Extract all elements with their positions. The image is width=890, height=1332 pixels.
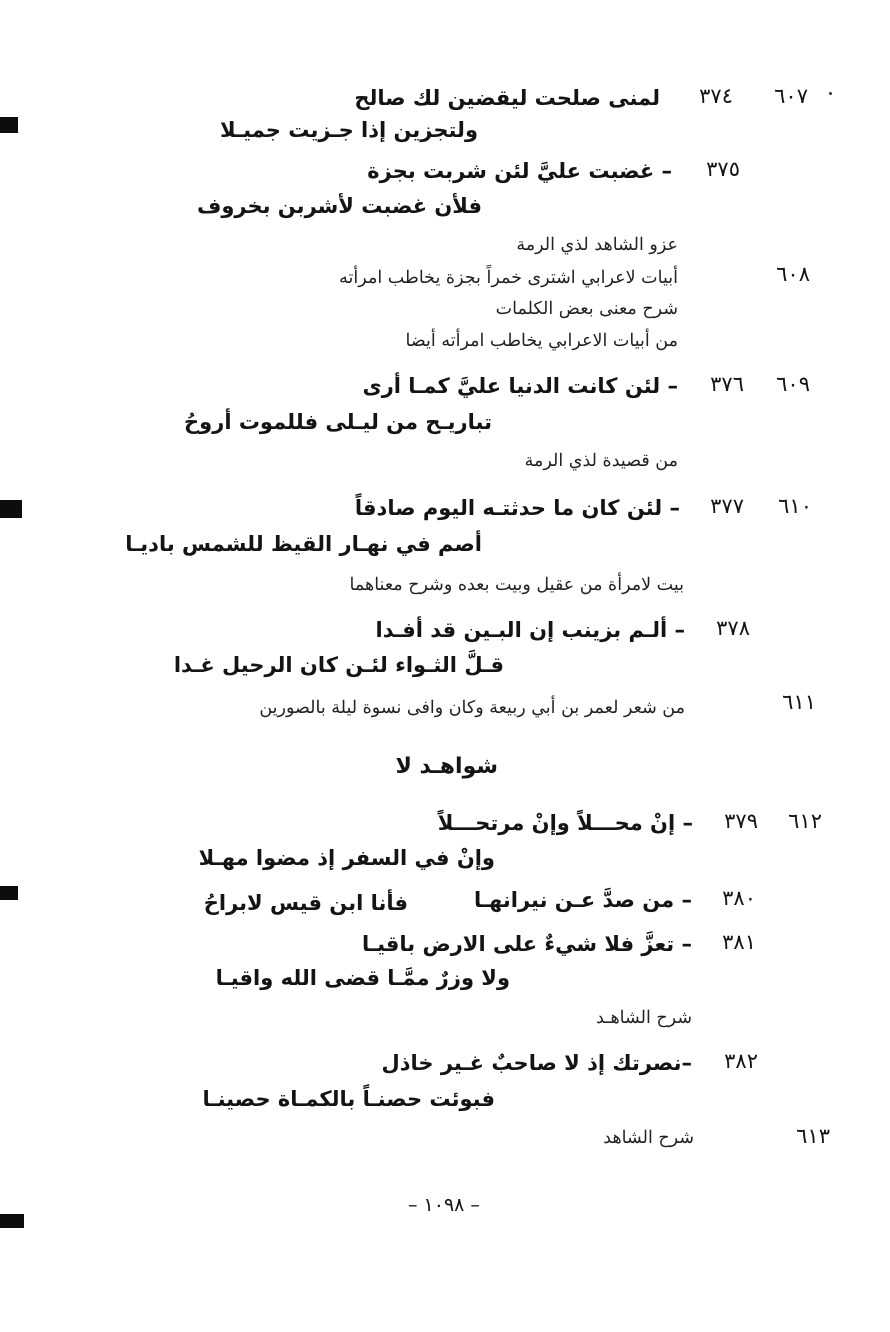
- verse-line: – ألـم بزينب إن البـين قد أفـدا: [375, 618, 685, 642]
- verse-line: – لئن كانت الدنيا عليَّ كمـا أرى: [362, 374, 678, 398]
- verse-number-377: ٣٧٧: [710, 494, 744, 518]
- verse-line: تباريـح من ليـلى فللموت أروحُ: [184, 410, 492, 434]
- verse-line: فلأن غضبت لأشربن بخروف: [196, 194, 482, 218]
- verse-number-378: ٣٧٨: [716, 616, 750, 640]
- scan-mark: [0, 1214, 24, 1228]
- verse-number-379: ٣٧٩: [724, 809, 758, 833]
- verse-line: – غضبت عليَّ لئن شربت بجزة: [367, 159, 672, 183]
- page-ref-609: ٦٠٩: [776, 372, 810, 396]
- verse-number-382: ٣٨٢: [724, 1049, 758, 1073]
- verse-line: – إنْ محـــلاً وإنْ مرتحـــلاً: [437, 811, 693, 835]
- verse-number-381: ٣٨١: [722, 930, 756, 954]
- verse-line: –نصرتك إذ لا صاحبٌ غـير خاذل: [381, 1051, 692, 1075]
- page-number: – ١٠٩٨ –: [408, 1194, 480, 1216]
- verse-line: ولتجزين إذا جـزيت جميـلا: [220, 118, 478, 142]
- note-line: من شعر لعمر بن أبي ربيعة وكان وافى نسوة ليلة بالصورين: [259, 698, 685, 718]
- page-ref-608: ٦٠٨: [776, 262, 810, 286]
- note-line: من قصيدة لذي الرمة: [524, 451, 678, 471]
- page-ref-612: ٦١٢: [788, 809, 822, 833]
- verse-number-380: ٣٨٠: [722, 886, 756, 910]
- verse-line: وإنْ في السفر إذ مضوا مهـلا: [198, 846, 495, 870]
- note-line: شرح الشاهـد: [596, 1008, 692, 1028]
- verse-number-376: ٣٧٦: [710, 372, 744, 396]
- scan-mark: [0, 886, 18, 900]
- scan-mark: [0, 117, 18, 133]
- section-title: شواهـد لا: [395, 754, 498, 779]
- note-line: من أبيات الاعرابي يخاطب امرأته أيضا: [405, 331, 678, 351]
- verse-line: قـلَّ الثـواء لئـن كان الرحيل غـدا: [173, 653, 504, 677]
- page-ref-611: ٦١١: [782, 690, 816, 714]
- verse-line: – تعزَّ فلا شيءٌ على الارض باقيـا: [362, 932, 692, 956]
- note-line: أبيات لاعرابي اشترى خمراً بجزة يخاطب امرأته: [339, 268, 678, 288]
- verse-line: لمنى صلحت ليقضين لك صالح: [354, 86, 660, 110]
- note-line: شرح معنى بعض الكلمات: [495, 299, 678, 319]
- note-line: عزو الشاهد لذي الرمة: [516, 235, 678, 255]
- verse-number-375: ٣٧٥: [706, 157, 740, 181]
- page-ref-607: ٦٠٧: [774, 84, 808, 108]
- page-ref-613: ٦١٣: [796, 1124, 830, 1148]
- verse-line: فبوئت حصنـاً بالكمـاة حصينـا: [202, 1087, 495, 1111]
- verse-number-374: ٣٧٤: [699, 84, 733, 108]
- verse-line: – لئن كان ما حدثتـه اليوم صادقاً: [354, 496, 680, 520]
- scan-dot: [829, 92, 832, 95]
- verse-line: ولا وزرٌ ممَّـا قضى الله واقيـا: [215, 966, 510, 990]
- scan-mark: [0, 500, 22, 518]
- verse-line: أصم في نهـار القيظ للشمس باديـا: [125, 532, 482, 556]
- verse-hemistich: – من صدَّ عـن نيرانهـا: [473, 888, 692, 912]
- note-line: بيت لامرأة من عقيل وبيت بعده وشرح معناهما: [349, 575, 684, 595]
- page-ref-610: ٦١٠: [778, 494, 812, 518]
- verse-hemistich: فأنا ابن قيس لابراحُ: [203, 891, 408, 915]
- note-line: شرح الشاهد: [603, 1128, 694, 1148]
